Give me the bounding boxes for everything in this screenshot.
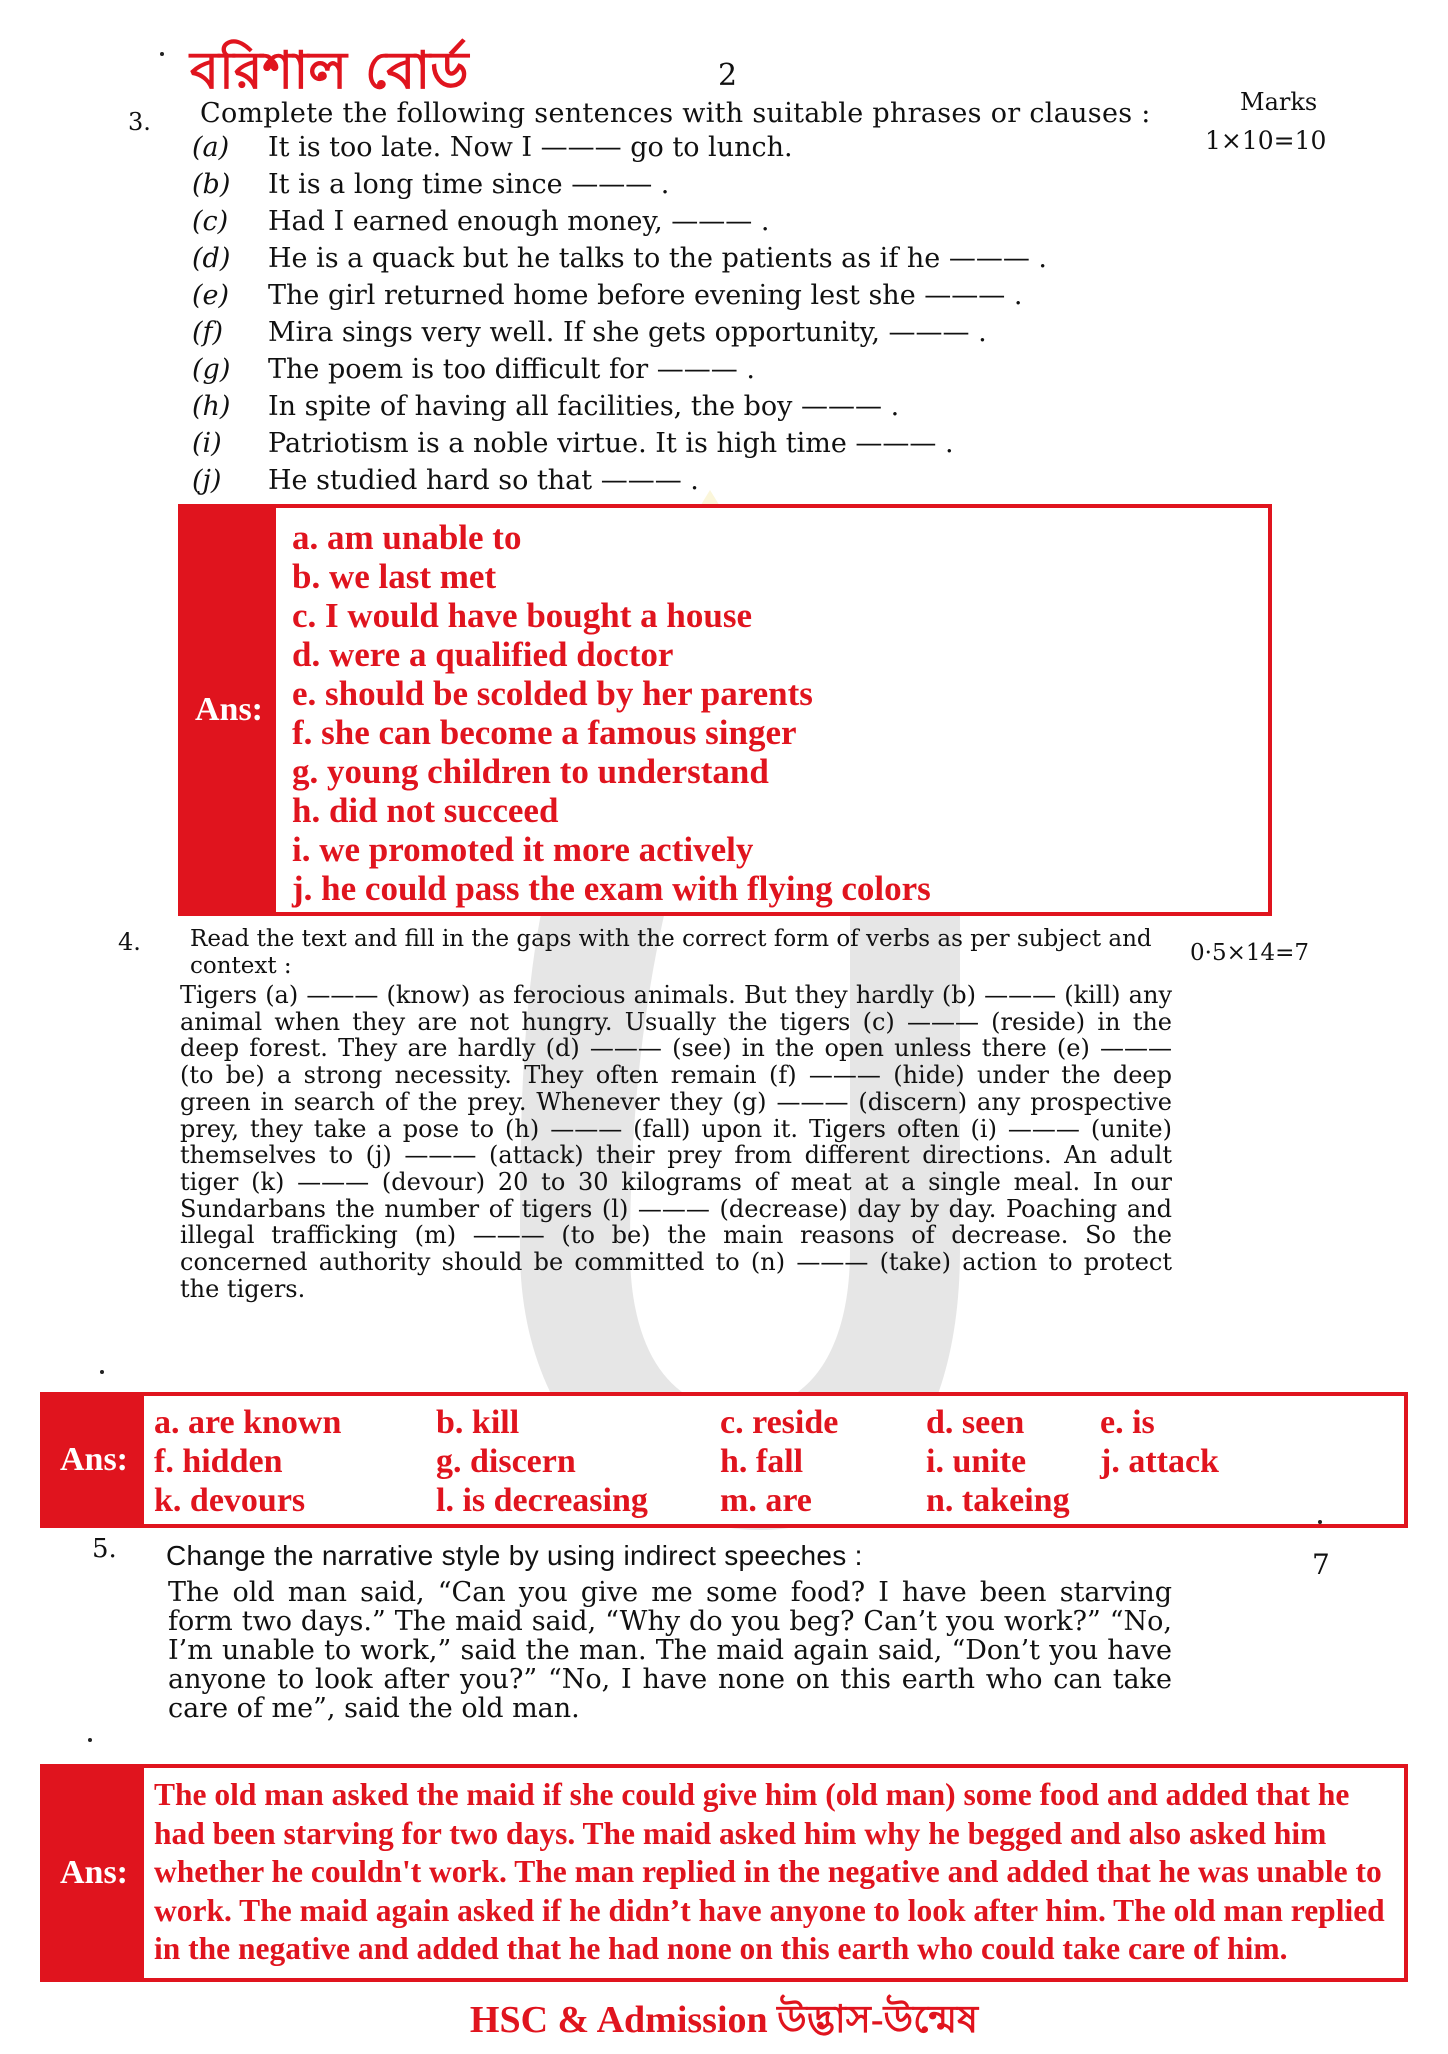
item-text: Had I earned enough money, ——— . xyxy=(268,206,770,237)
answer-line: b. we last met xyxy=(292,557,497,596)
list-item xyxy=(192,317,1192,354)
speck xyxy=(160,52,164,56)
speck xyxy=(88,1738,92,1742)
answer-line: g. young children to understand xyxy=(292,752,769,791)
list-item xyxy=(192,169,1192,206)
item-text: It is too late. Now I ——— go to lunch. xyxy=(268,132,793,163)
item-text: He studied hard so that ——— . xyxy=(268,465,699,496)
question-3-instruction: Complete the following sentences with suitable phrases or clauses : xyxy=(200,98,1151,129)
answer-cell: m. are xyxy=(720,1482,812,1519)
answer-line: f. she can become a famous singer xyxy=(292,713,797,752)
item-text: In spite of having all facilities, the boy ——— . xyxy=(268,391,900,422)
marks-heading: Marks xyxy=(1240,88,1318,116)
item-text: It is a long time since ——— . xyxy=(268,169,670,200)
question-4-number: 4. xyxy=(118,928,141,956)
question-3-items xyxy=(192,132,1192,502)
answer-cell: n. takeing xyxy=(926,1482,1070,1519)
item-label: (i) xyxy=(192,428,222,459)
answer-line: e. should be scolded by her parents xyxy=(292,674,813,713)
answer-line: d. were a qualified doctor xyxy=(292,635,674,674)
answer-label: Ans: xyxy=(44,1396,144,1524)
list-item xyxy=(192,354,1192,391)
item-label: (b) xyxy=(192,169,231,200)
question-5-instruction: Change the narrative style by using indirect speeches : xyxy=(166,1540,863,1571)
answer-cell: c. reside xyxy=(720,1404,839,1441)
question-3-marks: 1×10=10 xyxy=(1205,126,1327,155)
answer-line: h. did not succeed xyxy=(292,791,559,830)
answer-cell: f. hidden xyxy=(154,1443,283,1480)
list-item xyxy=(192,206,1192,243)
answer-line: c. I would have bought a house xyxy=(292,596,752,635)
item-label: (g) xyxy=(192,354,231,385)
answer-cell: d. seen xyxy=(926,1404,1025,1441)
item-text: Mira sings very well. If she gets opportunity, ——— . xyxy=(268,317,987,348)
list-item xyxy=(192,132,1192,169)
answer-cell: h. fall xyxy=(720,1443,804,1480)
item-text: Patriotism is a noble virtue. It is high time ——— . xyxy=(268,428,954,459)
question-5-answer-box xyxy=(40,1764,1408,1982)
answer-cell: a. are known xyxy=(154,1404,342,1441)
list-item xyxy=(192,428,1192,465)
item-label: (f) xyxy=(192,317,224,348)
answer-cell: g. discern xyxy=(436,1443,576,1480)
answer-label: Ans: xyxy=(44,1768,144,1978)
question-4-instruction: Read the text and fill in the gaps with the correct form of verbs as per subject and context : xyxy=(190,926,1152,979)
board-title: বরিশাল বোর্ড xyxy=(190,41,469,101)
list-item xyxy=(192,243,1192,280)
question-5-number: 5. xyxy=(92,1534,117,1564)
item-label: (h) xyxy=(192,391,231,422)
answer-cell: b. kill xyxy=(436,1404,520,1441)
question-3-number: 3. xyxy=(128,108,151,136)
question-4-passage: Tigers (a) ——— (know) as ferocious animals. But they hardly (b) ——— (kill) any animal when they are not hungry. Usually the tigers (c) ——— (reside) in the deep forest. They are hardly (d) ——— (see) in the open unless there (e) ——— (to be) a strong necessity. They often remain (f) ——— (hide) under the deep green in search of the prey. Whenever they (g) ——— (discern) any prospective prey, they take a pose to (h) ——— (fall) upon it. Tigers often (i) ——— (unite) themselves to (j) ——— (attack) their prey from different directions. An adult tiger (k) ——— (devour) 20 to 30 kilograms of meat at a single meal. In our Sundarbans the number of tigers (l) ——— (decrease) day by day. Poaching and illegal trafficking (m) ——— (to be) the main reasons of decrease. So the concerned authority should be committed to (n) ——— (take) action to protect the tigers. xyxy=(180,981,1172,1303)
list-item xyxy=(192,391,1192,428)
item-label: (c) xyxy=(192,206,229,237)
item-label: (a) xyxy=(192,132,230,163)
item-text: He is a quack but he talks to the patients as if he ——— . xyxy=(268,243,1048,274)
item-label: (j) xyxy=(192,465,222,496)
list-item xyxy=(192,465,1192,502)
answer-line: i. we promoted it more actively xyxy=(292,830,754,869)
speck xyxy=(1318,1520,1322,1524)
answer-line: a. am unable to xyxy=(292,518,522,557)
answer-label: Ans: xyxy=(182,508,276,912)
answer-cell: i. unite xyxy=(926,1443,1027,1480)
question-3-answers xyxy=(292,518,931,908)
answer-cell: j. attack xyxy=(1100,1443,1219,1480)
question-3-answer-box xyxy=(178,504,1272,916)
list-item xyxy=(192,280,1192,317)
question-4-answer-box xyxy=(40,1392,1408,1528)
footer-brand: HSC & Admission উদ্ভাস-উন্মেষ xyxy=(469,1999,979,2041)
question-4-marks: 0·5×14=7 xyxy=(1190,940,1310,966)
question-5-answer: The old man asked the maid if she could give him (old man) some food and added that he had been starving for two days. The maid asked him why he begged and also asked him whether he couldn't work. The man replied in the negative and added that he was unable to work. The maid again asked if he didn’t have anyone to look after him. The old man replied in the negative and added that he had none on this earth who could take care of him. xyxy=(154,1777,1385,1966)
item-label: (d) xyxy=(192,243,231,274)
question-5-marks: 7 xyxy=(1312,1548,1330,1581)
item-text: The girl returned home before evening lest she ——— . xyxy=(268,280,1023,311)
item-label: (e) xyxy=(192,280,230,311)
question-5-passage: The old man said, “Can you give me some food? I have been starving form two days.” The maid said, “Why do you beg? Can’t you work?” “No, I’m unable to work,” said the man. The maid again said, “Don’t you have anyone to look after you?” “No, I have none on this earth who can take care of me”, said the old man. xyxy=(168,1577,1172,1724)
answer-cell: l. is decreasing xyxy=(436,1482,648,1519)
page-number: 2 xyxy=(718,58,738,93)
speck xyxy=(100,1370,104,1374)
answer-line: j. he could pass the exam with flying colors xyxy=(292,869,931,908)
answer-cell: e. is xyxy=(1100,1404,1155,1441)
answer-cell: k. devours xyxy=(154,1482,306,1519)
item-text: The poem is too difficult for ——— . xyxy=(268,354,755,385)
